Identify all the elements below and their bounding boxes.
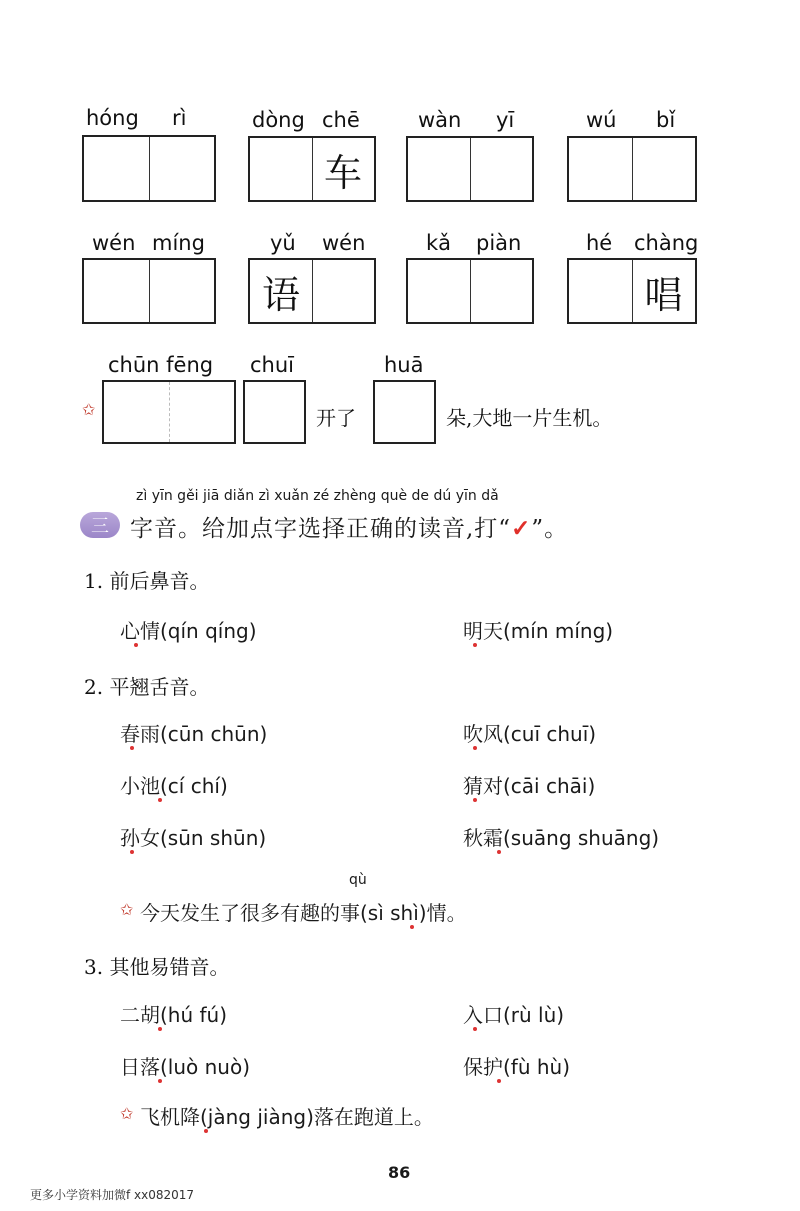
title-pinyin: zì yīn gěi jiā diǎn zì xuǎn zé zhèng què de dú yīn dǎ [136, 488, 499, 504]
list-item: 吹风(cuī chuī) [463, 722, 597, 746]
pinyin: wú [586, 108, 617, 132]
tianzi-box[interactable] [102, 380, 236, 444]
emphasis-dot [473, 746, 477, 750]
pinyin: dòng [252, 108, 305, 132]
emphasis-dot [134, 643, 138, 647]
pinyin: wàn [418, 108, 462, 132]
pinyin: chàng [634, 231, 699, 255]
given-character: 车 [323, 150, 362, 195]
pinyin: wén [322, 231, 366, 255]
list-item: 春雨(cūn chūn) [120, 722, 268, 746]
pinyin: chuī [250, 353, 294, 377]
tianzi-box[interactable] [567, 258, 697, 324]
pinyin: rì [172, 106, 187, 130]
emphasis-dot [473, 798, 477, 802]
list-item: 心情(qín qíng) [120, 619, 257, 643]
pinyin: yǔ [270, 231, 296, 255]
tianzi-box[interactable] [373, 380, 436, 444]
tianzi-box[interactable] [82, 258, 216, 324]
emphasis-dot [497, 850, 501, 854]
star-icon: ✩ [120, 1104, 134, 1123]
tianzi-box[interactable] [406, 258, 534, 324]
list-item: 孙女(sūn shūn) [120, 826, 267, 850]
emphasis-dot [158, 1079, 162, 1083]
group-title: 3. 其他易错音。 [84, 955, 230, 979]
sentence-item: 飞机降(jàng jiàng)落在跑道上。 [140, 1105, 434, 1129]
page-number: 86 [388, 1163, 411, 1182]
sentence-text: 开了 [316, 406, 356, 430]
tianzi-box[interactable] [248, 258, 376, 324]
group-title: 1. 前后鼻音。 [84, 569, 210, 593]
list-item: 二胡(hú fú) [120, 1003, 228, 1027]
emphasis-dot [158, 1027, 162, 1031]
emphasis-dot [130, 746, 134, 750]
pinyin: chūn fēng [108, 353, 214, 377]
pinyin: míng [152, 231, 205, 255]
list-item: 秋霜(suāng shuāng) [463, 826, 660, 850]
pinyin: chē [322, 108, 360, 132]
pinyin: wén [92, 231, 136, 255]
group-title: 2. 平翘舌音。 [84, 675, 210, 699]
star-icon: ✩ [120, 900, 134, 919]
tianzi-box[interactable] [248, 136, 376, 202]
char-pinyin: qù [349, 872, 367, 888]
list-item: 入口(rù lù) [463, 1003, 565, 1027]
star-icon: ✩ [82, 400, 96, 419]
section-title: 字音。给加点字选择正确的读音,打“✓”。 [130, 515, 569, 542]
pinyin: huā [384, 353, 424, 377]
given-character: 语 [261, 272, 300, 317]
list-item: 猜对(cāi chāi) [463, 774, 596, 798]
pinyin: bǐ [656, 108, 676, 132]
given-character: 唱 [644, 272, 683, 317]
emphasis-dot [204, 1129, 208, 1133]
pinyin: hé [586, 231, 613, 255]
footer-note: 更多小学资料加微f xx082017 [30, 1188, 195, 1202]
emphasis-dot [473, 1027, 477, 1031]
list-item: 明天(mín míng) [463, 619, 614, 643]
pinyin: kǎ [426, 231, 452, 255]
tianzi-box[interactable] [82, 135, 216, 202]
emphasis-dot [497, 1079, 501, 1083]
emphasis-dot [410, 925, 414, 929]
pinyin: piàn [476, 231, 522, 255]
list-item: 小池(cí chí) [120, 774, 228, 798]
sentence-item: 今天发生了很多有趣的事(sì shì)情。 [140, 901, 467, 925]
tianzi-box[interactable] [406, 136, 534, 202]
emphasis-dot [130, 850, 134, 854]
tianzi-box[interactable] [567, 136, 697, 202]
sentence-text: 朵,大地一片生机。 [446, 406, 613, 430]
pinyin: yī [496, 108, 515, 132]
emphasis-dot [158, 798, 162, 802]
pinyin: hóng [86, 106, 139, 130]
check-icon: ✓ [511, 515, 532, 542]
list-item: 保护(fù hù) [463, 1055, 571, 1079]
list-item: 日落(luò nuò) [120, 1055, 251, 1079]
tianzi-box[interactable] [243, 380, 306, 444]
emphasis-dot [473, 643, 477, 647]
section-number-badge: 三 [80, 512, 120, 538]
